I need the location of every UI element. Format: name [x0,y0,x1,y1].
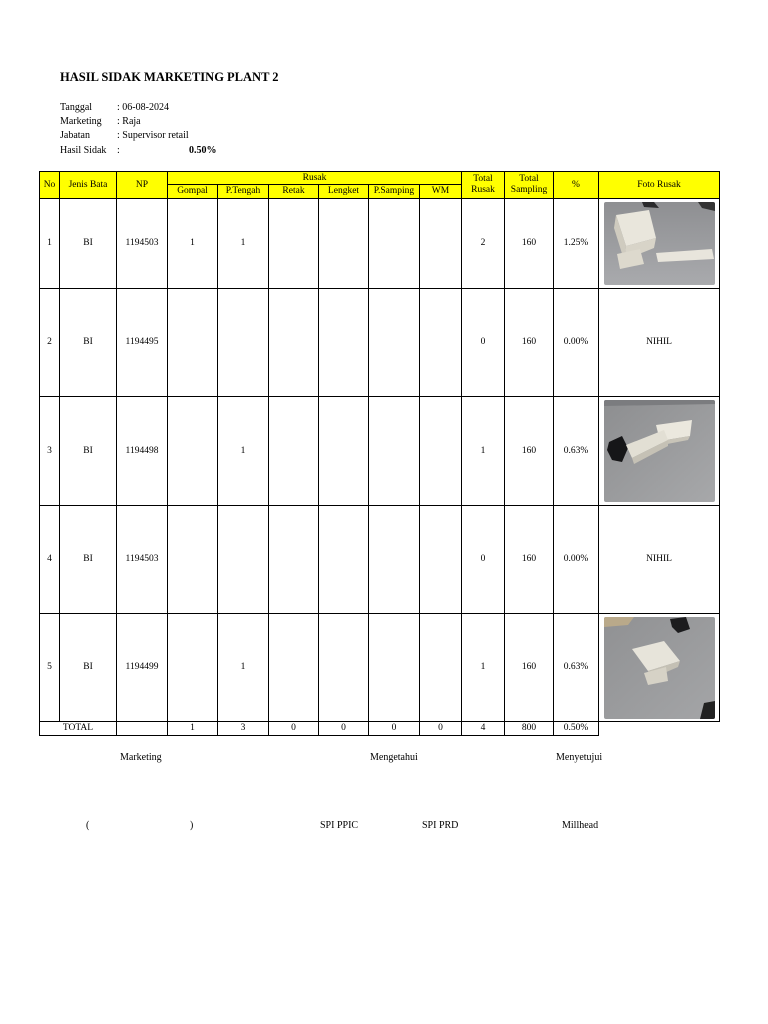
header-p-samping: P.Samping [369,185,420,199]
cell-percent: 0.00% [554,289,599,397]
cell-jenis: BI [60,199,117,289]
cell-np: 1194498 [117,397,168,506]
cell-lengket [319,397,369,506]
sig-menyetujui: Menyetujui [556,752,603,763]
info-hasil-sidak [60,145,120,156]
table-row [40,289,720,397]
header-total-rusak: Total Rusak [462,172,505,199]
cell-jenis: BI [60,289,117,397]
cell-total-rusak: 2 [462,199,505,289]
damaged-brick-photo [604,617,715,719]
cell-lengket [319,614,369,722]
info-marketing [60,116,141,127]
total-np [117,722,168,736]
cell-p-samping [369,289,420,397]
cell-foto [599,199,720,289]
cell-wm [420,289,462,397]
cell-foto [599,397,720,506]
document-title: HASIL SIDAK MARKETING PLANT 2 [60,70,279,84]
cell-total-rusak: 1 [462,614,505,722]
cell-gompal [168,506,218,614]
info-tanggal [60,102,169,113]
cell-retak [269,506,319,614]
cell-retak [269,289,319,397]
header-np: NP [117,172,168,199]
info-label: Tanggal [60,102,93,113]
header-no: No [40,172,60,199]
sig-paren-open: ( [86,820,90,831]
total-retak: 0 [269,722,319,736]
header-rusak: Rusak [168,172,462,185]
cell-p-tengah: 1 [218,199,269,289]
table-row [40,199,720,289]
info-value: : 06-08-2024 [117,102,169,113]
cell-lengket [319,199,369,289]
cell-p-tengah: 1 [218,614,269,722]
total-total-rusak: 4 [462,722,505,736]
header-jenis-bata: Jenis Bata [60,172,117,199]
header-foto-rusak: Foto Rusak [599,172,720,199]
total-wm: 0 [420,722,462,736]
cell-np: 1194503 [117,199,168,289]
cell-wm [420,199,462,289]
cell-p-samping [369,614,420,722]
info-value: : Supervisor retail [117,130,189,141]
cell-total-rusak: 0 [462,289,505,397]
cell-no: 2 [40,289,60,397]
cell-foto: NIHIL [599,289,720,397]
cell-no: 4 [40,506,60,614]
cell-np: 1194495 [117,289,168,397]
sig-paren-close: ) [190,820,194,831]
info-label: Marketing [60,116,102,127]
total-lengket: 0 [319,722,369,736]
cell-retak [269,614,319,722]
cell-wm [420,506,462,614]
info-jabatan [60,130,189,141]
total-row [40,722,720,736]
cell-gompal [168,397,218,506]
cell-retak [269,397,319,506]
info-value: : Raja [117,116,141,127]
cell-p-samping [369,397,420,506]
sig-marketing: Marketing [120,752,162,763]
total-p-tengah: 3 [218,722,269,736]
cell-p-samping [369,506,420,614]
cell-np: 1194503 [117,506,168,614]
cell-np: 1194499 [117,614,168,722]
cell-total-sampling: 160 [505,289,554,397]
sig-spi-ppic: SPI PPIC [320,820,359,831]
cell-p-tengah [218,289,269,397]
cell-percent: 1.25% [554,199,599,289]
cell-lengket [319,506,369,614]
sig-millhead: Millhead [562,820,599,831]
cell-total-sampling: 160 [505,506,554,614]
cell-foto: NIHIL [599,506,720,614]
header-gompal: Gompal [168,185,218,199]
cell-percent: 0.00% [554,506,599,614]
cell-total-sampling: 160 [505,614,554,722]
cell-no: 3 [40,397,60,506]
header-p-tengah: P.Tengah [218,185,269,199]
cell-lengket [319,289,369,397]
cell-wm [420,397,462,506]
cell-jenis: BI [60,397,117,506]
total-gompal: 1 [168,722,218,736]
table-row [40,614,720,722]
cell-gompal [168,289,218,397]
total-p-samping: 0 [369,722,420,736]
info-label: Hasil Sidak [60,145,107,156]
sig-spi-prd: SPI PRD [422,820,459,831]
cell-jenis: BI [60,506,117,614]
cell-no: 5 [40,614,60,722]
cell-foto [599,614,720,722]
hasil-sidak-percent: 0.50% [189,145,217,156]
damaged-brick-photo [604,202,715,285]
total-percent: 0.50% [554,722,599,736]
header-wm: WM [420,185,462,199]
header-retak: Retak [269,185,319,199]
table-row [40,397,720,506]
total-empty [599,722,720,736]
cell-jenis: BI [60,614,117,722]
info-value: : [117,145,120,156]
header-total-sampling: Total Sampling [505,172,554,199]
damaged-brick-photo [604,400,715,502]
header-percent: % [554,172,599,199]
table-row [40,506,720,614]
cell-p-samping [369,199,420,289]
total-total-sampling: 800 [505,722,554,736]
cell-total-sampling: 160 [505,397,554,506]
header-lengket: Lengket [319,185,369,199]
sig-mengetahui: Mengetahui [370,752,418,763]
info-label: Jabatan [60,130,90,141]
cell-no: 1 [40,199,60,289]
cell-percent: 0.63% [554,614,599,722]
cell-total-rusak: 0 [462,506,505,614]
cell-gompal: 1 [168,199,218,289]
inspection-table [39,171,720,736]
cell-p-tengah [218,506,269,614]
total-label: TOTAL [40,722,117,736]
cell-total-sampling: 160 [505,199,554,289]
cell-wm [420,614,462,722]
cell-gompal [168,614,218,722]
cell-p-tengah: 1 [218,397,269,506]
cell-retak [269,199,319,289]
cell-percent: 0.63% [554,397,599,506]
cell-total-rusak: 1 [462,397,505,506]
